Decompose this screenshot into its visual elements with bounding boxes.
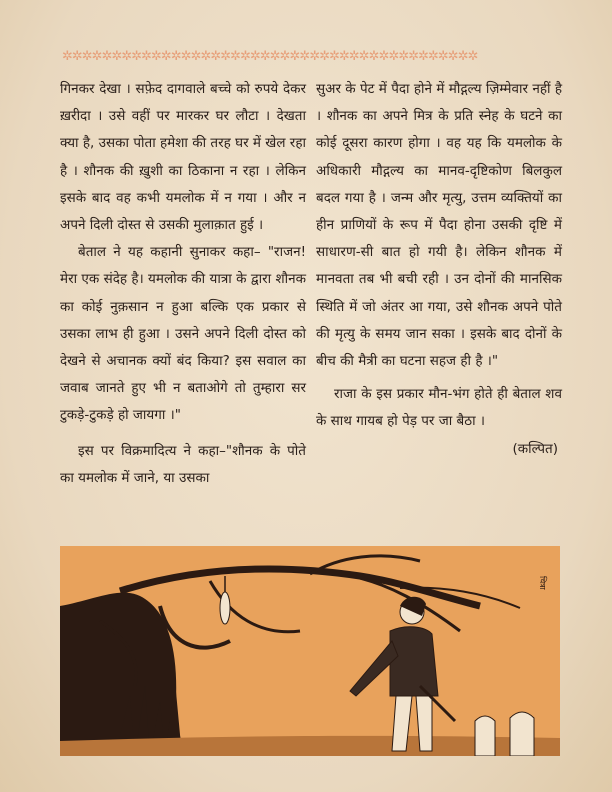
paragraph: सुअर के पेट में पैदा होने में मौद्गल्य ज़िम्मेवार नहीं है । शौनक का अपने मित्र के प्रति स्नेह के घटने का कोई दूसरा कारण होगा । वह यह कि यमलोक के अधिकारी मौद्गल्य का मानव-दृष्टिकोण बिलकुल बदल गया है । जन्म और मृत्यु, उत्तम व्यक्तियों का हीन प्राणियों के रूप में पैदा होना उसकी दृष्टि में साधारण-सी बात हो गयी है। लेकिन शौनक में मानवता तब भी बची रही । उन दोनों की मानसिक स्थिति में जो अंतर आ गया, उसे शौनक अपने पोते की मृत्यु के समय जान सका । इसके बाद दोनों के बीच की मैत्री का घटना सहज ही है ।" [316,81,562,370]
story-illustration [60,546,560,756]
illustration-drawing [60,546,560,756]
paragraph: गिनकर देखा । सफ़ेद दागवाले बच्चे को रुपये देकर ख़रीदा । उसे वहीं पर मारकर घर लौटा । देखता क्या है, उसका पोता हमेशा की तरह घर में खेल रहा है । शौनक की ख़ुशी का ठिकाना न रहा । लेकिन इसके बाद वह कभी यमलोक में न गया । और न अपने दिली दोस्त से उसकी मुलाक़ात हुई । [60,81,306,234]
decorative-border: ✲✲✲✲✲✲✲✲✲✲✲✲✲✲✲✲✲✲✲✲✲✲✲✲✲✲✲✲✲✲✲✲✲✲✲✲✲✲✲✲✲✲ [62,49,478,64]
story-credit: (कल्पित) [512,440,558,457]
gravestone [475,716,495,756]
paragraph: बेताल ने यह कहानी सुनाकर कहा– "राजन! मेरा एक संदेह है। यमलोक की यात्रा के द्वारा शौनक का कोई नुक़सान न हुआ बल्कि एक प्रकार से उसका लाभ ही हुआ । उसने अपने दिली दोस्त को देखने से अचानक क्यों बंद किया? इस सवाल का जवाब जानते हुए भी न बताओगे तो तुम्हारा सर टुकड़े-टुकड़े हो जायगा ।" [60,244,306,424]
gravestone [510,712,534,756]
paragraph: राजा के इस प्रकार मौन-भंग होते ही बेताल शव के साथ गायब हो पेड़ पर जा बैठा । [316,386,562,430]
artist-signature: चित्रा [538,576,547,590]
hanging-body [220,592,230,624]
king-body [390,627,438,696]
text-column-right [316,76,562,463]
text-column-left [60,76,306,492]
paragraph: इस पर विक्रमादित्य ने कहा–"शौनक के पोते का यमलोक में जाने, या उसका [60,442,306,486]
